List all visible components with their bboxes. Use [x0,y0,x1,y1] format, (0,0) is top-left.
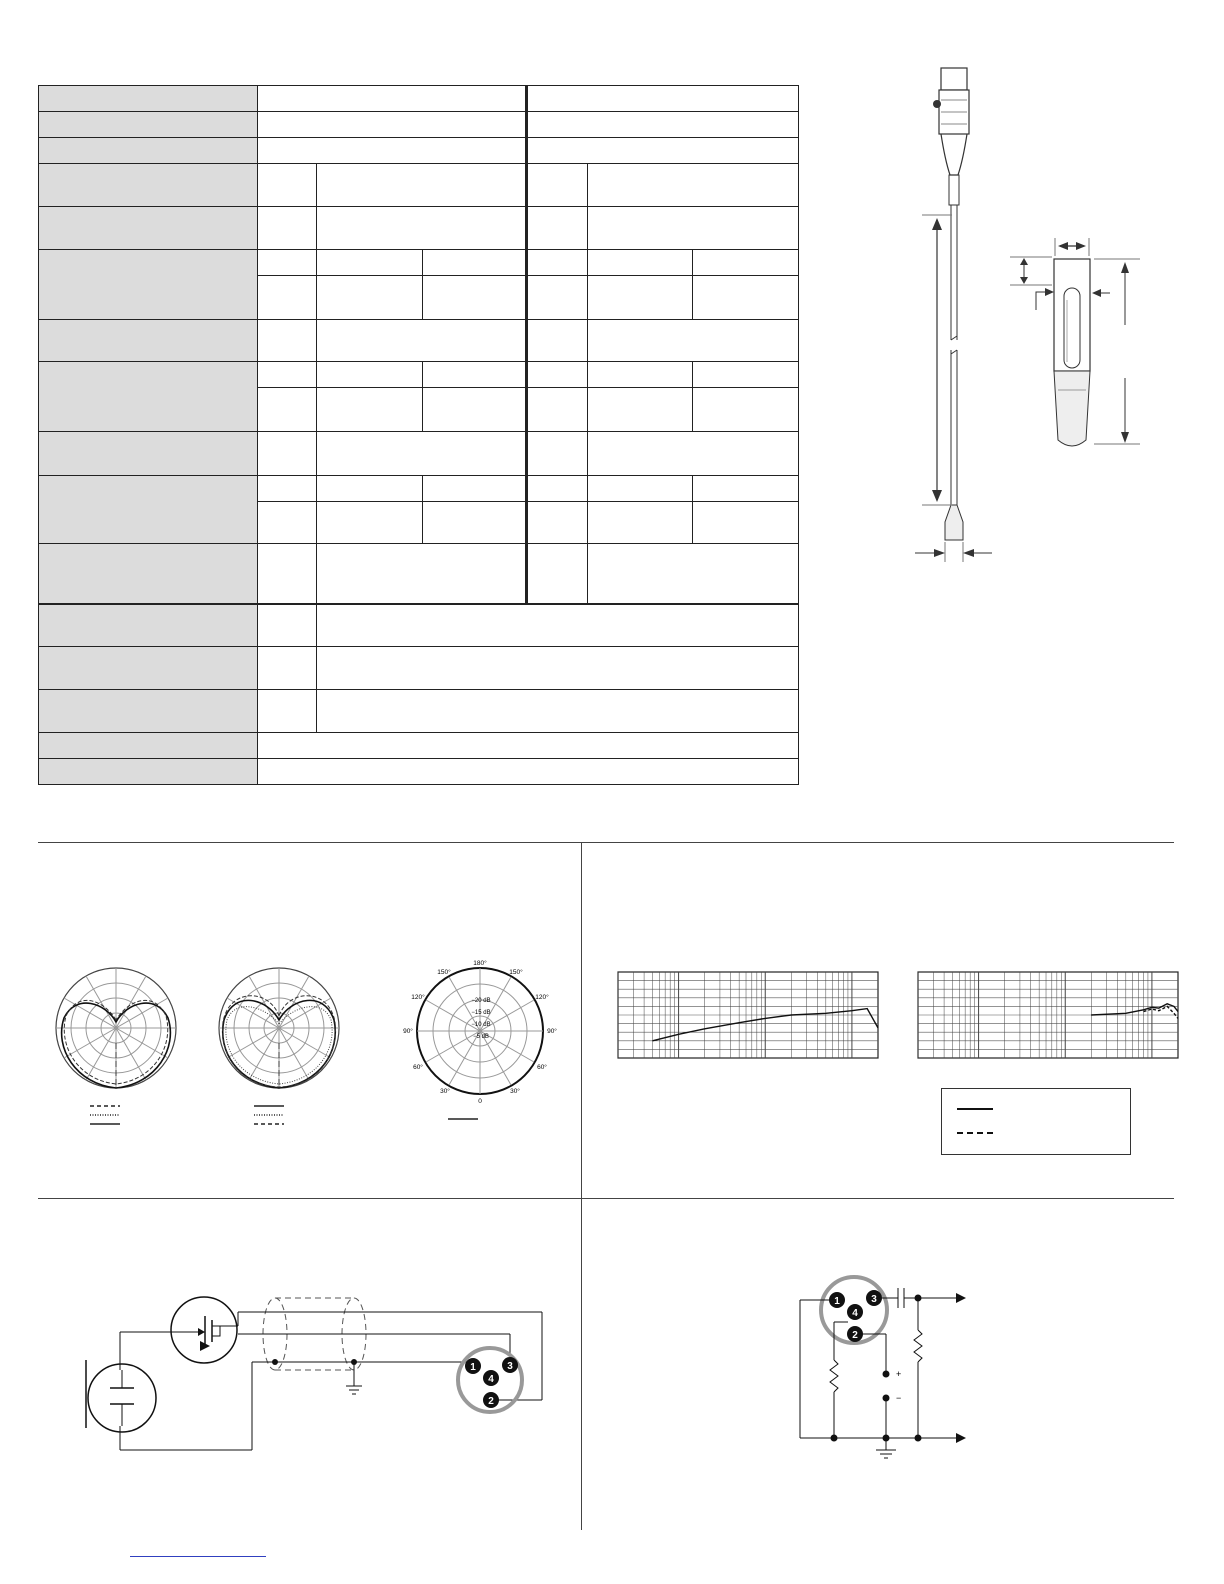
right-pin-1: 1 [834,1296,840,1307]
ring-label-5db: −5 dB [473,1034,489,1040]
bias-circuit-diagram [790,1270,980,1470]
internal-wiring-diagram [80,1290,560,1460]
plus-terminal-label: + [896,1369,902,1379]
cardioid-polar-plot [56,968,176,1088]
table-row [39,604,799,647]
frequency-response-chart-2 [918,972,1178,1058]
table-row [39,164,799,207]
frequency-response-chart-1 [618,972,878,1058]
ring-label-10db: −10 dB [471,1022,491,1028]
section-divider-middle [38,1198,1174,1199]
right-pin-4: 4 [852,1308,858,1319]
polar-pattern-charts [40,955,580,1130]
frequency-response-charts [612,968,1184,1068]
angle-label-180: 180° [473,960,487,967]
section-divider-top [38,842,1174,843]
table-row [39,476,799,502]
left-pin-1: 1 [470,1362,476,1373]
right-pin-3: 3 [871,1294,877,1305]
table-row [39,733,799,759]
angle-label-150-left: 150° [437,969,451,976]
angle-label-60-right: 60° [537,1064,547,1071]
table-row [39,320,799,362]
supercardioid-polar-plot [219,968,339,1088]
cardioid-legend [90,1106,120,1124]
table-row [39,690,799,733]
microphone-dimension-drawing [900,60,1160,570]
right-pin-2: 2 [852,1330,858,1341]
minus-terminal-label: − [896,1393,902,1403]
supercardioid-legend [254,1106,284,1124]
table-row [39,86,799,112]
angle-label-0: 0 [478,1098,482,1105]
table-row [39,112,799,138]
specifications-table [38,85,799,785]
table-row [39,138,799,164]
series-line-solid [1091,1004,1178,1015]
frequency-response-legend [941,1088,1131,1155]
section-divider-vertical [581,842,582,1530]
angle-label-60-left: 60° [413,1064,423,1071]
angle-label-120-left: 120° [411,994,425,1001]
angle-label-30-right: 30° [510,1088,520,1095]
angle-label-150-right: 150° [509,969,523,976]
angle-label-120-right: 120° [535,994,549,1001]
ring-label-15db: −15 dB [471,1010,491,1016]
omni-polar-plot [403,959,557,1105]
table-row [39,207,799,250]
table-row [39,759,799,785]
table-row [39,432,799,476]
left-pin-3: 3 [507,1361,513,1372]
angle-label-90-right: 90° [547,1028,557,1035]
angle-label-30-left: 30° [440,1088,450,1095]
angle-label-90-left: 90° [403,1028,413,1035]
footer-link-underline[interactable] [130,1556,266,1557]
table-row [39,647,799,690]
table-row [39,362,799,388]
left-pin-2: 2 [488,1396,494,1407]
left-pin-4: 4 [488,1374,494,1385]
table-row [39,544,799,604]
table-row [39,250,799,276]
ring-label-20db: −20 dB [471,998,491,1004]
